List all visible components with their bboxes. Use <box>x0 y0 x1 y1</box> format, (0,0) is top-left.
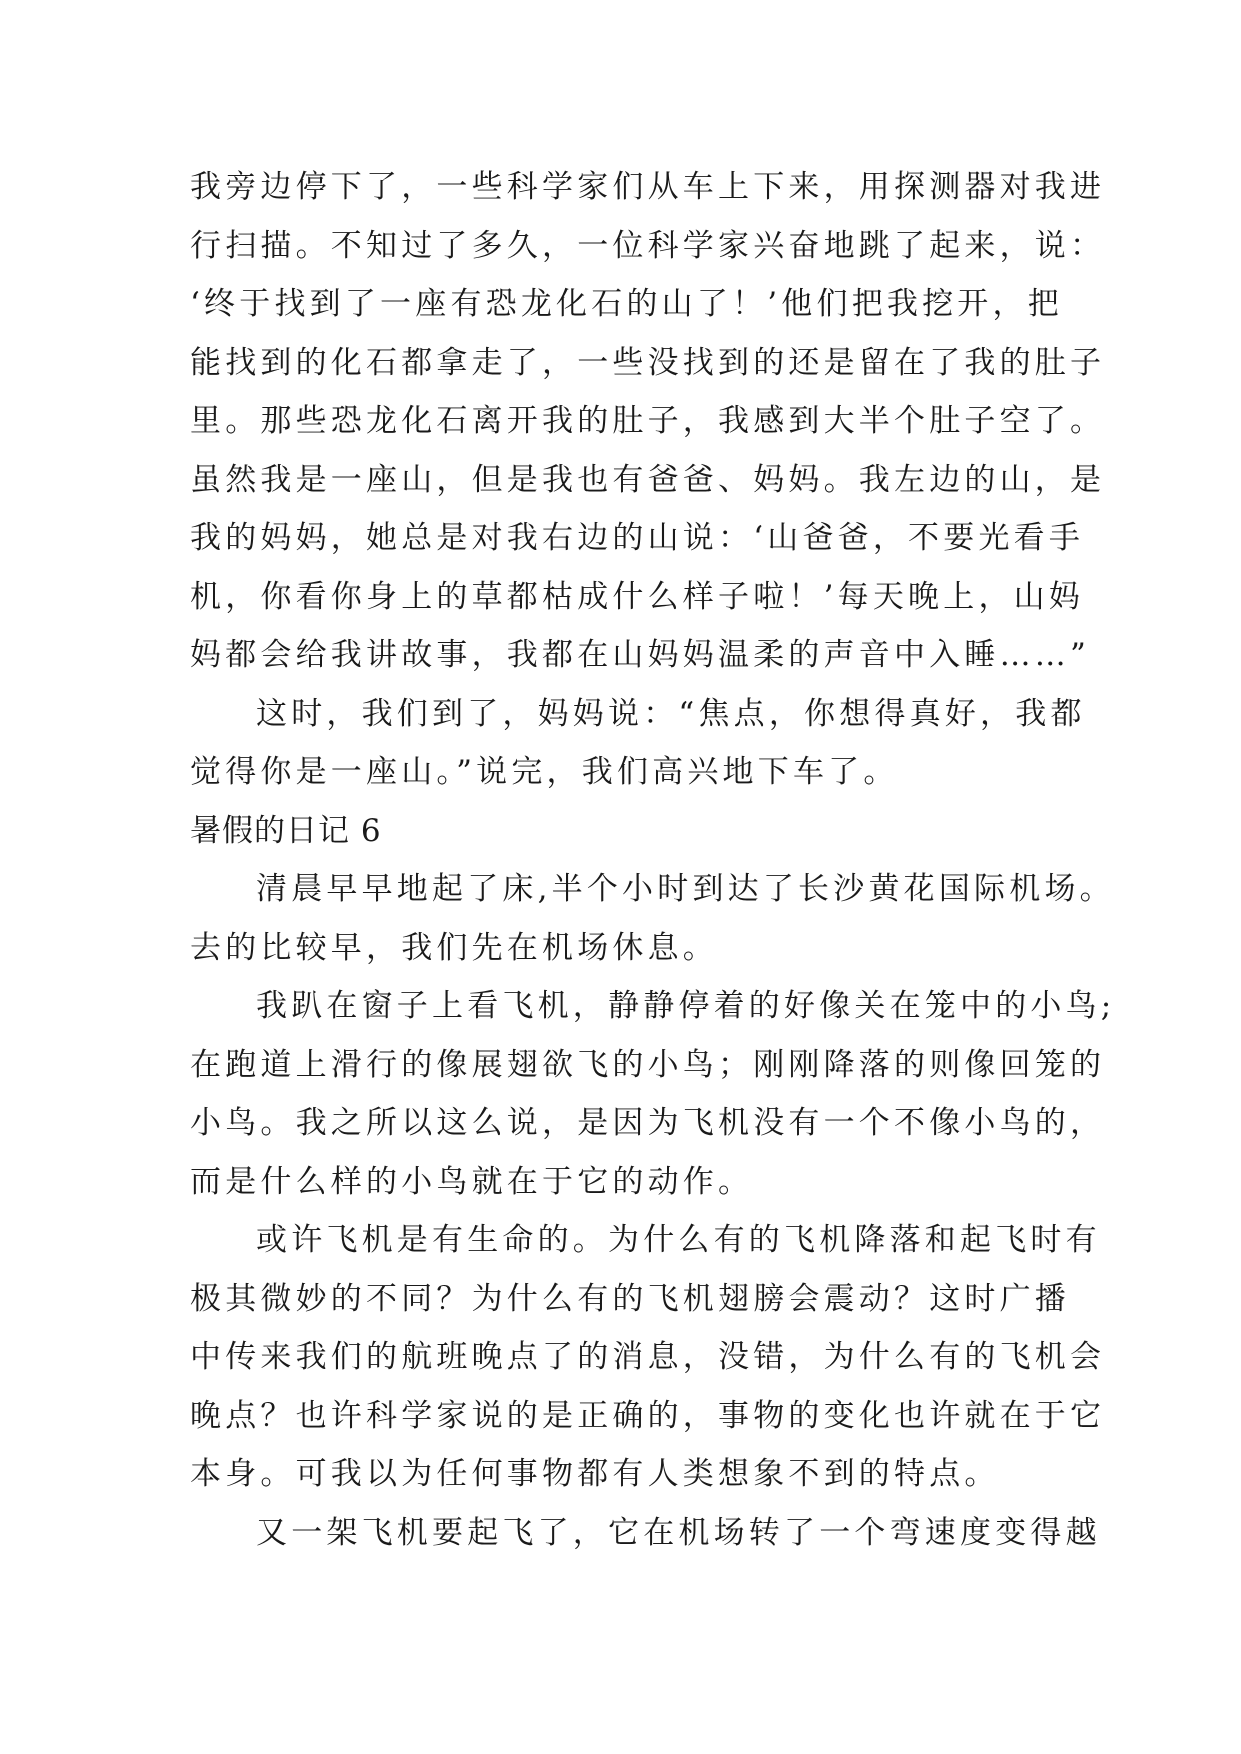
text-line: 在跑道上滑行的像展翅欲飞的小鸟；刚刚降落的则像回笼的 <box>190 1046 1106 1083</box>
text-line: 妈都会给我讲故事，我都在山妈妈温柔的声音中入睡……” <box>190 637 1091 673</box>
text-line: 能找到的化石都拿走了，一些没找到的还是留在了我的肚子 <box>190 344 1106 381</box>
paragraph-first-line: 我趴在窗子上看飞机，静静停着的好像关在笼中的小鸟; <box>256 988 1116 1024</box>
section-heading: 暑假的日记 6 <box>190 812 382 849</box>
text-line: 极其微妙的不同？为什么有的飞机翅膀会震动？这时广播 <box>190 1280 1070 1317</box>
text-line: 晚点？也许科学家说的是正确的，事物的变化也许就在于它 <box>190 1397 1106 1434</box>
text-line: 小鸟。我之所以这么说，是因为飞机没有一个不像小鸟的， <box>190 1105 1106 1141</box>
text-line: 虽然我是一座山，但是我也有爸爸、妈妈。我左边的山，是 <box>190 461 1106 498</box>
text-line: 中传来我们的航班晚点了的消息，没错，为什么有的飞机会 <box>190 1339 1106 1375</box>
paragraph-first-line: 又一架飞机要起飞了，它在机场转了一个弯速度变得越 <box>256 1514 1101 1551</box>
text-line: 行扫描。不知过了多久，一位科学家兴奋地跳了起来，说： <box>190 227 1106 264</box>
text-line: 去的比较早，我们先在机场休息。 <box>190 929 718 966</box>
text-line: ‘终于找到了一座有恐龙化石的山了！’他们把我挖开，把 <box>190 286 1063 322</box>
paragraph-first-line: 这时，我们到了，妈妈说：“焦点，你想得真好，我都 <box>256 695 1086 732</box>
document-body <box>190 158 1116 1562</box>
text-line: 里。那些恐龙化石离开我的肚子，我感到大半个肚子空了。 <box>190 403 1106 439</box>
paragraph-first-line: 或许飞机是有生命的。为什么有的飞机降落和起飞时有 <box>256 1222 1101 1258</box>
paragraph-first-line: 清晨早早地起了床,半个小时到达了长沙黄花国际机场。 <box>256 871 1115 907</box>
text-line: 机，你看你身上的草都枯成什么样子啦！’每天晚上，山妈 <box>190 578 1085 615</box>
text-line: 我的妈妈，她总是对我右边的山说：‘山爸爸，不要光看手 <box>190 520 1085 556</box>
text-line: 本身。可我以为任何事物都有人类想象不到的特点。 <box>190 1456 1000 1492</box>
text-line: 觉得你是一座山。”说完，我们高兴地下车了。 <box>190 754 899 790</box>
text-line: 而是什么样的小鸟就在于它的动作。 <box>190 1163 754 1200</box>
text-line: 我旁边停下了，一些科学家们从车上下来，用探测器对我进 <box>190 169 1106 205</box>
